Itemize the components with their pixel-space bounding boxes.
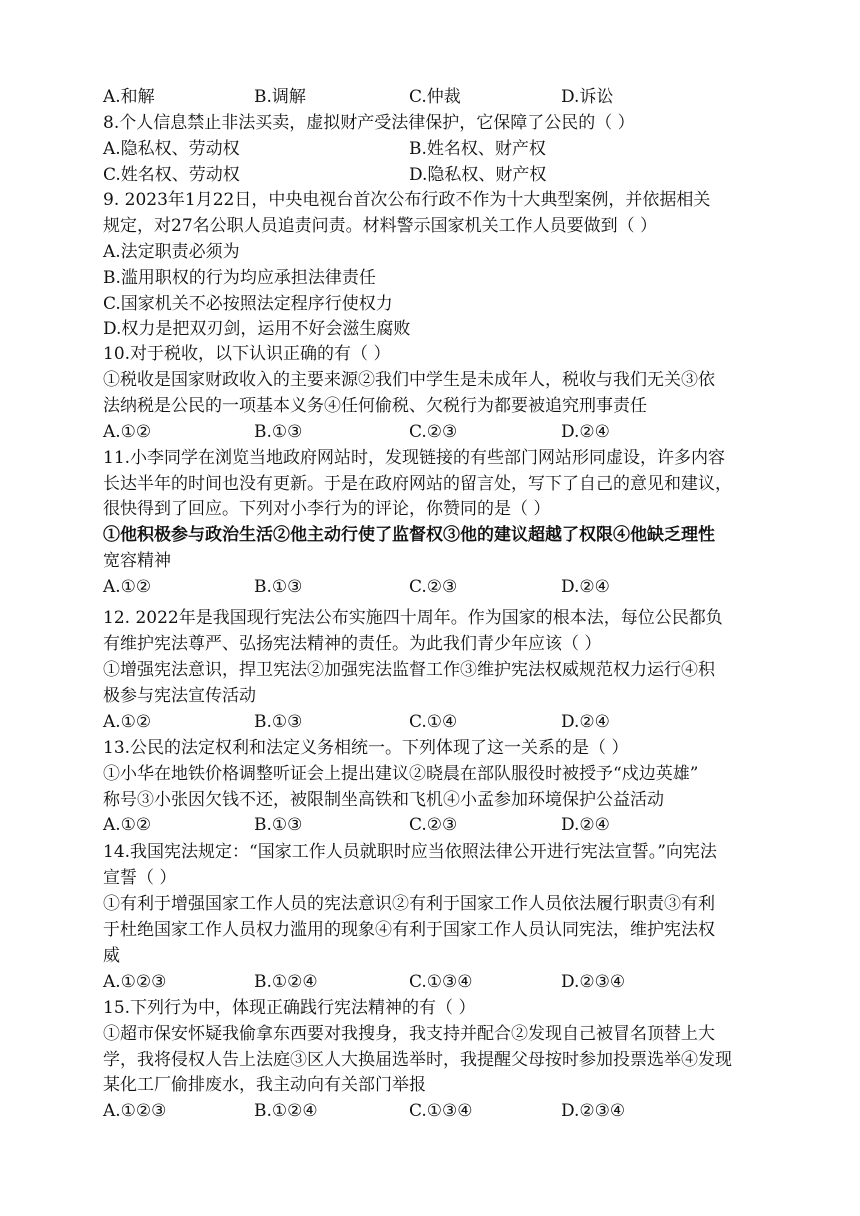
option-b: B.①③ [254, 815, 303, 835]
q10-options [103, 419, 763, 445]
q12-statements-line2: 极参与宪法宣传活动 [103, 686, 256, 706]
option-c: C.仲裁 [409, 87, 461, 107]
q7-options [103, 84, 763, 110]
option-a: A.和解 [103, 87, 155, 107]
q9-option-d: D.权力是把双刃剑，运用不好会滋生腐败 [103, 319, 411, 339]
q9-option-a: A.法定职责必须为 [103, 242, 240, 262]
option-b: B.①②④ [254, 972, 318, 992]
q11-stem-line2: 长达半年的时间也没有更新。于是在政府网站的留言处，写下了自己的意见和建议， [103, 474, 732, 494]
q11-stem-line1: 11.小李同学在浏览当地政府网站时，发现链接的有些部门网站形同虚设，许多内容 [103, 448, 726, 468]
q8-options-row1 [103, 136, 763, 162]
option-a: A.①②③ [103, 1101, 167, 1121]
q14-stem-line1: 14.我国宪法规定：“国家工作人员就职时应当依照法律公开进行宪法宣誓。”向宪法 [103, 842, 717, 862]
option-c: C.②③ [409, 577, 458, 597]
option-a: A.①② [103, 712, 152, 732]
q10-stem: 10.对于税收，以下认识正确的有（ ） [103, 344, 391, 364]
q14-stem-line2: 宣誓（ ） [103, 868, 177, 888]
q8-options-row2 [103, 162, 763, 188]
q15-stem: 15.下列行为中，体现正确践行宪法精神的有（ ） [103, 998, 476, 1018]
q9-option-b: B.滥用职权的行为均应承担法律责任 [103, 268, 376, 288]
q15-options [103, 1098, 763, 1124]
option-c: C.①④ [409, 712, 458, 732]
option-a: A.①②③ [103, 972, 167, 992]
option-b: B.①②④ [254, 1101, 318, 1121]
q13-statements-line2: 称号③小张因欠钱不还，被限制坐高铁和飞机④小孟参加环境保护公益活动 [103, 790, 664, 810]
option-b: B.①③ [254, 422, 303, 442]
q10-statements-line1: ①税收是国家财政收入的主要来源②我们中学生是未成年人，税收与我们无关③依 [103, 370, 715, 390]
q14-statements-line2: 于杜绝国家工作人员权力滥用的现象④有利于国家工作人员认同宪法，维护宪法权 [103, 920, 715, 940]
option-c: C.①③④ [409, 1101, 473, 1121]
q11-statements-line2: 宽容精神 [103, 551, 171, 571]
q15-statements-line2: 学，我将侵权人告上法庭③区人大换届选举时，我提醒父母按时参加投票选举④发现 [103, 1050, 732, 1070]
option-c: C.②③ [409, 815, 458, 835]
option-b: B.①③ [254, 577, 303, 597]
q12-statements-line1: ①增强宪法意识，捍卫宪法②加强宪法监督工作③维护宪法权威规范权力运行④积 [103, 660, 715, 680]
q12-stem-line1: 12. 2022年是我国现行宪法公布实施四十周年。作为国家的根本法，每位公民都负 [103, 608, 723, 628]
q9-stem-line2: 规定，对27名公职人员追责问责。材料警示国家机关工作人员要做到（ ） [103, 216, 658, 236]
q9-stem-line1: 9. 2023年1月22日，中央电视台首次公布行政不作为十大典型案例，并依据相关 [103, 190, 711, 210]
option-d: D.隐私权、财产权 [409, 165, 547, 185]
option-d: D.②④ [561, 815, 610, 835]
q13-stem: 13.公民的法定权利和法定义务相统一。下列体现了这一关系的是（ ） [103, 738, 629, 758]
option-d: D.②④ [561, 712, 610, 732]
q8-stem: 8.个人信息禁止非法买卖，虚拟财产受法律保护，它保障了公民的（ ） [103, 113, 635, 133]
option-d: D.②③④ [561, 972, 626, 992]
q15-statements-line1: ①超市保安怀疑我偷拿东西要对我搜身，我支持并配合②发现自己被冒名顶替上大 [103, 1024, 715, 1044]
option-c: C.姓名权、劳动权 [103, 165, 240, 185]
option-d: D.②③④ [561, 1101, 626, 1121]
option-b: B.调解 [254, 87, 306, 107]
option-a: A.①② [103, 815, 152, 835]
option-c: C.②③ [409, 422, 458, 442]
q12-options [103, 709, 763, 735]
option-d: D.诉讼 [561, 87, 614, 107]
option-b: B.①③ [254, 712, 303, 732]
option-b: B.姓名权、财产权 [409, 139, 546, 159]
q11-stem-line3: 很快得到了回应。下列对小李行为的评论，你赞同的是（ ） [103, 499, 551, 519]
q14-statements-line3: 威 [103, 946, 120, 966]
q13-options [103, 812, 763, 838]
q12-stem-line2: 有维护宪法尊严、弘扬宪法精神的责任。为此我们青少年应该（ ） [103, 634, 602, 654]
option-d: D.②④ [561, 577, 610, 597]
option-a: A.①② [103, 422, 152, 442]
option-a: A.隐私权、劳动权 [103, 139, 240, 159]
q14-statements-line1: ①有利于增强国家工作人员的宪法意识②有利于国家工作人员依法履行职责③有利 [103, 894, 715, 914]
q11-statements-line1: ①他积极参与政治生活②他主动行使了监督权③他的建议超越了权限④他缺乏理性 [103, 525, 715, 545]
q15-statements-line3: 某化工厂偷排废水，我主动向有关部门举报 [103, 1075, 426, 1095]
option-d: D.②④ [561, 422, 610, 442]
option-a: A.①② [103, 577, 152, 597]
q9-option-c: C.国家机关不必按照法定程序行使权力 [103, 294, 393, 314]
q13-statements-line1: ①小华在地铁价格调整听证会上提出建议②晓晨在部队服役时被授予“戍边英雄” [103, 764, 699, 784]
q14-options [103, 969, 763, 995]
option-c: C.①③④ [409, 972, 473, 992]
q11-options [103, 574, 763, 600]
q10-statements-line2: 法纳税是公民的一项基本义务④任何偷税、欠税行为都要被追究刑事责任 [103, 396, 647, 416]
